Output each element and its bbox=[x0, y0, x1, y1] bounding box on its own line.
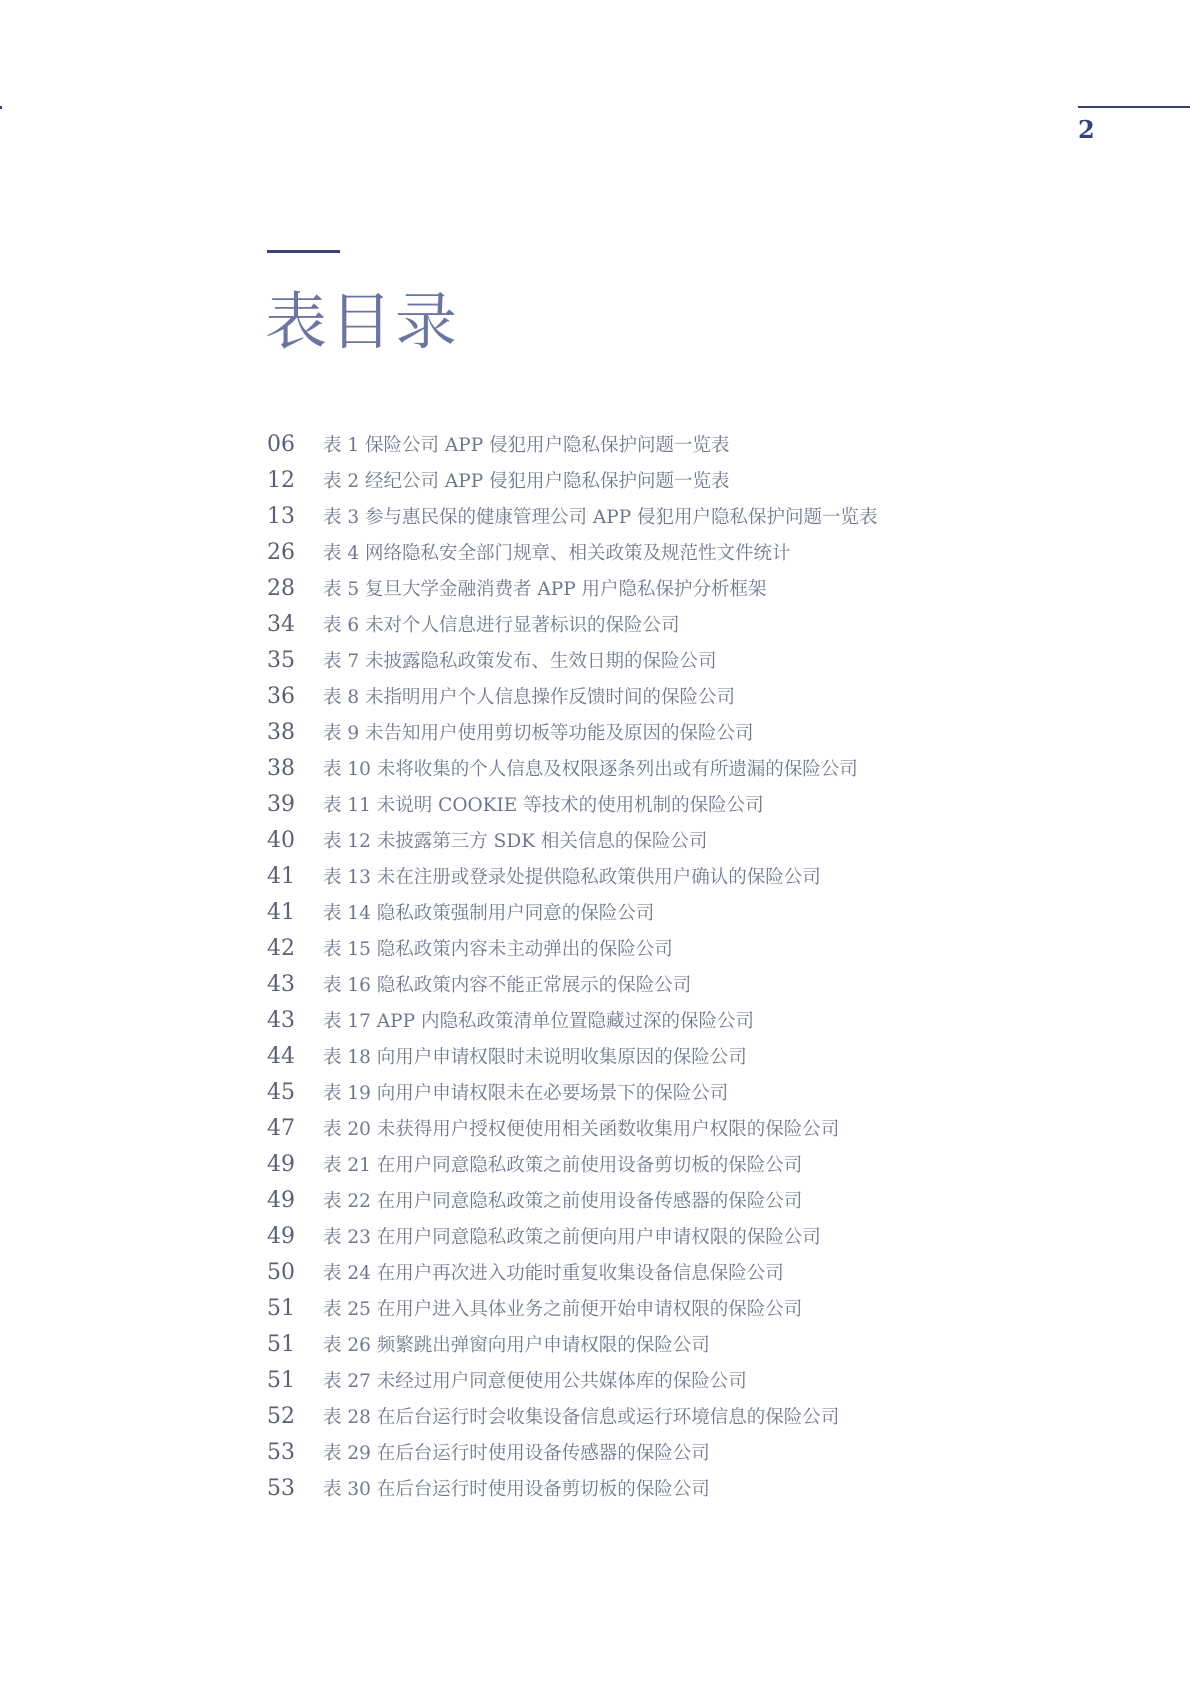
toc-entry-label: 表 20 未获得用户授权便使用相关函数收集用户权限的保险公司 bbox=[323, 1119, 840, 1140]
toc-entry[interactable] bbox=[267, 894, 1027, 930]
toc-page-number: 26 bbox=[267, 539, 295, 565]
toc-entry[interactable] bbox=[267, 1110, 1027, 1146]
toc-entry[interactable] bbox=[267, 606, 1027, 642]
toc-entry-label: 表 15 隐私政策内容未主动弹出的保险公司 bbox=[323, 939, 673, 960]
toc-page-number: 50 bbox=[267, 1259, 295, 1285]
toc-entry-label: 表 12 未披露第三方 SDK 相关信息的保险公司 bbox=[323, 831, 708, 852]
toc-entry[interactable] bbox=[267, 1434, 1027, 1470]
toc-entry-label: 表 17 APP 内隐私政策清单位置隐藏过深的保险公司 bbox=[323, 1011, 754, 1032]
toc-entry[interactable] bbox=[267, 1290, 1027, 1326]
toc-page-number: 13 bbox=[267, 503, 295, 529]
toc-page-number: 49 bbox=[267, 1187, 295, 1213]
toc-page-number: 28 bbox=[267, 575, 295, 601]
toc-entry-label: 表 10 未将收集的个人信息及权限逐条列出或有所遗漏的保险公司 bbox=[323, 759, 858, 780]
toc-entry[interactable] bbox=[267, 462, 1027, 498]
toc-entry[interactable] bbox=[267, 1362, 1027, 1398]
toc-entry-label: 表 29 在后台运行时使用设备传感器的保险公司 bbox=[323, 1443, 710, 1464]
toc-page-number: 35 bbox=[267, 647, 295, 673]
table-of-contents bbox=[267, 426, 1027, 1506]
toc-entry[interactable] bbox=[267, 534, 1027, 570]
toc-page-number: 51 bbox=[267, 1367, 295, 1393]
toc-entry-label: 表 23 在用户同意隐私政策之前便向用户申请权限的保险公司 bbox=[323, 1227, 821, 1248]
toc-entry-label: 表 3 参与惠民保的健康管理公司 APP 侵犯用户隐私保护问题一览表 bbox=[323, 507, 878, 528]
toc-page-number: 41 bbox=[267, 899, 295, 925]
toc-entry-label: 表 8 未指明用户个人信息操作反馈时间的保险公司 bbox=[323, 687, 736, 708]
toc-entry[interactable] bbox=[267, 750, 1027, 786]
toc-entry-label: 表 13 未在注册或登录处提供隐私政策供用户确认的保险公司 bbox=[323, 867, 821, 888]
toc-page-number: 38 bbox=[267, 755, 295, 781]
toc-entry-label: 表 4 网络隐私安全部门规章、相关政策及规范性文件统计 bbox=[323, 543, 791, 564]
toc-page-number: 51 bbox=[267, 1295, 295, 1321]
toc-entry-label: 表 18 向用户申请权限时未说明收集原因的保险公司 bbox=[323, 1047, 747, 1068]
toc-entry[interactable] bbox=[267, 966, 1027, 1002]
toc-page-number: 45 bbox=[267, 1079, 295, 1105]
toc-entry[interactable] bbox=[267, 1398, 1027, 1434]
toc-entry-label: 表 28 在后台运行时会收集设备信息或运行环境信息的保险公司 bbox=[323, 1407, 840, 1428]
toc-page-number: 06 bbox=[267, 431, 295, 457]
toc-entry-label: 表 21 在用户同意隐私政策之前使用设备剪切板的保险公司 bbox=[323, 1155, 803, 1176]
corner-mark bbox=[0, 106, 2, 109]
toc-page-number: 38 bbox=[267, 719, 295, 745]
toc-page-number: 36 bbox=[267, 683, 295, 709]
toc-entry[interactable] bbox=[267, 642, 1027, 678]
toc-page-number: 39 bbox=[267, 791, 295, 817]
toc-entry-label: 表 16 隐私政策内容不能正常展示的保险公司 bbox=[323, 975, 692, 996]
toc-page-number: 34 bbox=[267, 611, 295, 637]
toc-entry-label: 表 26 频繁跳出弹窗向用户申请权限的保险公司 bbox=[323, 1335, 710, 1356]
toc-entry[interactable] bbox=[267, 1218, 1027, 1254]
toc-page-number: 42 bbox=[267, 935, 295, 961]
toc-entry[interactable] bbox=[267, 570, 1027, 606]
toc-page-number: 53 bbox=[267, 1439, 295, 1465]
toc-entry[interactable] bbox=[267, 1074, 1027, 1110]
toc-entry-label: 表 24 在用户再次进入功能时重复收集设备信息保险公司 bbox=[323, 1263, 784, 1284]
toc-entry[interactable] bbox=[267, 1038, 1027, 1074]
toc-entry-label: 表 11 未说明 COOKIE 等技术的使用机制的保险公司 bbox=[323, 795, 764, 816]
toc-page-number: 43 bbox=[267, 971, 295, 997]
toc-page-number: 51 bbox=[267, 1331, 295, 1357]
toc-entry-label: 表 7 未披露隐私政策发布、生效日期的保险公司 bbox=[323, 651, 717, 672]
toc-entry[interactable] bbox=[267, 1146, 1027, 1182]
toc-entry-label: 表 19 向用户申请权限未在必要场景下的保险公司 bbox=[323, 1083, 729, 1104]
toc-entry-label: 表 9 未告知用户使用剪切板等功能及原因的保险公司 bbox=[323, 723, 754, 744]
toc-entry-label: 表 6 未对个人信息进行显著标识的保险公司 bbox=[323, 615, 680, 636]
page-title: 表目录 bbox=[265, 285, 461, 358]
toc-entry-label: 表 25 在用户进入具体业务之前便开始申请权限的保险公司 bbox=[323, 1299, 803, 1320]
toc-entry-label: 表 30 在后台运行时使用设备剪切板的保险公司 bbox=[323, 1479, 710, 1500]
toc-entry[interactable] bbox=[267, 786, 1027, 822]
toc-page-number: 43 bbox=[267, 1007, 295, 1033]
toc-page-number: 44 bbox=[267, 1043, 295, 1069]
toc-entry[interactable] bbox=[267, 1182, 1027, 1218]
toc-entry[interactable] bbox=[267, 1470, 1027, 1506]
toc-entry[interactable] bbox=[267, 426, 1027, 462]
toc-entry[interactable] bbox=[267, 858, 1027, 894]
toc-page-number: 41 bbox=[267, 863, 295, 889]
page-number: 2 bbox=[1078, 115, 1095, 144]
toc-entry[interactable] bbox=[267, 498, 1027, 534]
toc-page-number: 47 bbox=[267, 1115, 295, 1141]
toc-entry-label: 表 22 在用户同意隐私政策之前使用设备传感器的保险公司 bbox=[323, 1191, 803, 1212]
toc-entry[interactable] bbox=[267, 1002, 1027, 1038]
toc-entry-label: 表 2 经纪公司 APP 侵犯用户隐私保护问题一览表 bbox=[323, 471, 730, 492]
toc-entry-label: 表 27 未经过用户同意便使用公共媒体库的保险公司 bbox=[323, 1371, 747, 1392]
toc-entry[interactable] bbox=[267, 930, 1027, 966]
toc-page-number: 40 bbox=[267, 827, 295, 853]
toc-page-number: 12 bbox=[267, 467, 295, 493]
toc-page-number: 49 bbox=[267, 1223, 295, 1249]
toc-entry-label: 表 1 保险公司 APP 侵犯用户隐私保护问题一览表 bbox=[323, 435, 730, 456]
title-rule bbox=[267, 250, 340, 253]
toc-entry[interactable] bbox=[267, 822, 1027, 858]
toc-entry[interactable] bbox=[267, 1326, 1027, 1362]
toc-entry[interactable] bbox=[267, 714, 1027, 750]
toc-entry[interactable] bbox=[267, 678, 1027, 714]
toc-page-number: 49 bbox=[267, 1151, 295, 1177]
toc-entry[interactable] bbox=[267, 1254, 1027, 1290]
header-rule bbox=[1078, 106, 1190, 108]
toc-page-number: 52 bbox=[267, 1403, 295, 1429]
toc-entry-label: 表 5 复旦大学金融消费者 APP 用户隐私保护分析框架 bbox=[323, 579, 767, 600]
toc-page-number: 53 bbox=[267, 1475, 295, 1501]
toc-entry-label: 表 14 隐私政策强制用户同意的保险公司 bbox=[323, 903, 655, 924]
